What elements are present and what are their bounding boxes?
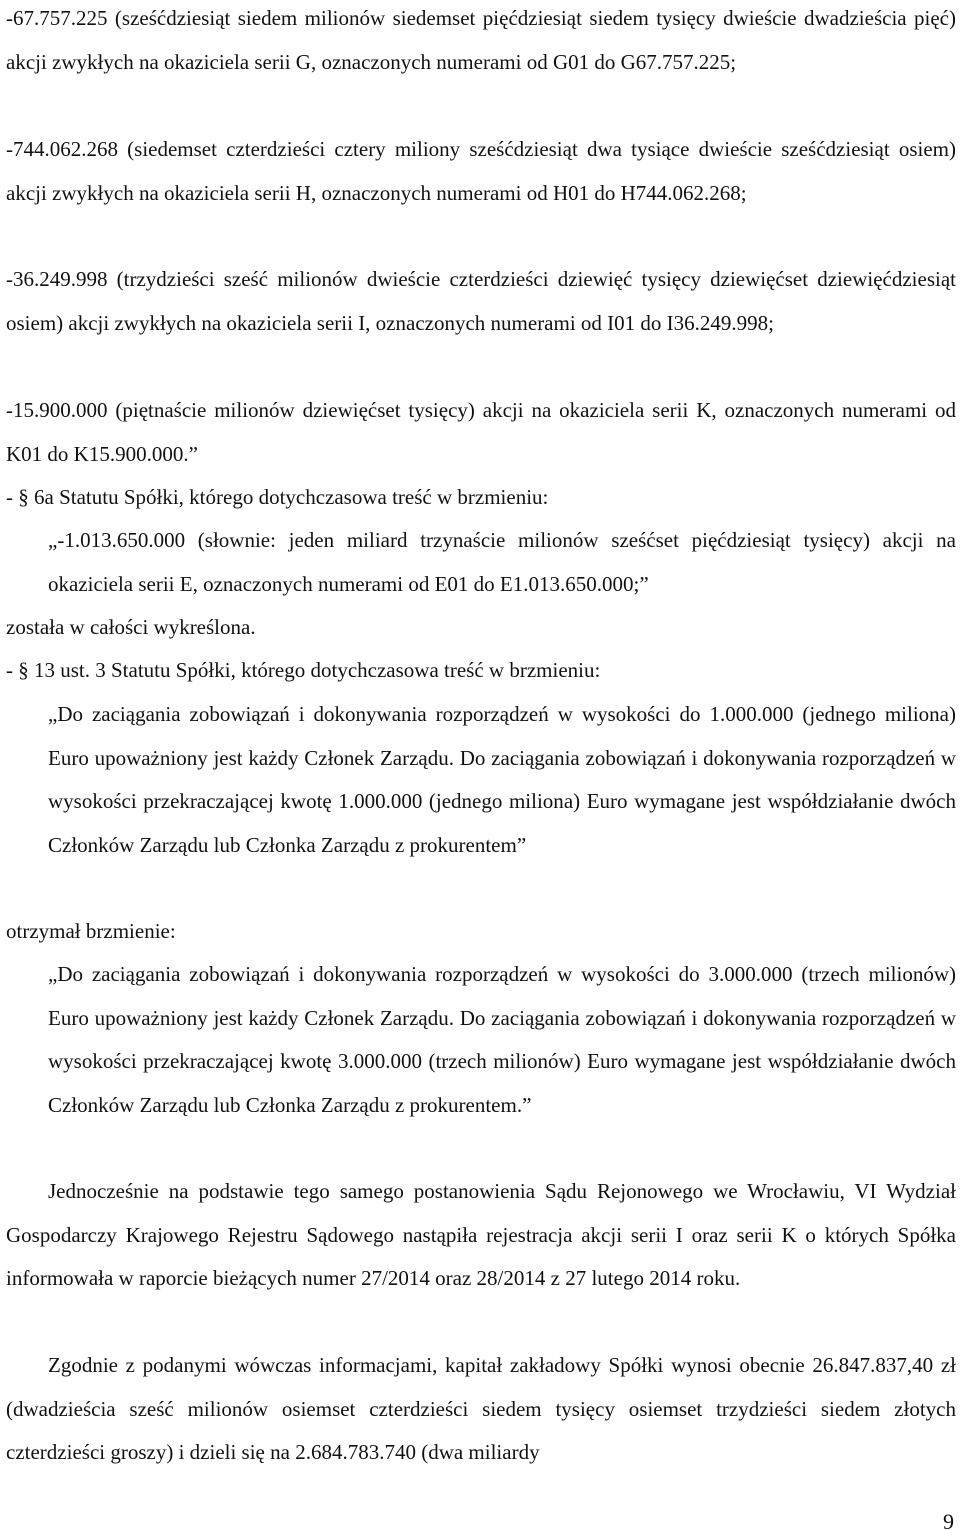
paragraph-series-h: -744.062.268 (siedemset czterdzieści cztery miliony sześćdziesiąt dwa tysiące dwieście sześćdziesiąt osiem) akcji zwykłych na okaziciela serii H, oznaczonych numerami od H01 do H744.062.268; bbox=[6, 137, 956, 205]
paragraph-old-wording-quote: „Do zaciągania zobowiązań i dokonywania rozporządzeń w wysokości do 1.000.000 (jednego miliona) Euro upoważniony jest każdy Członek Zarządu. Do zaciągania zobowiązań i dokonywania rozporządzeń w wysokości przekraczającej kwotę 1.000.000 (jednego miliona) Euro wymagane jest współdziałanie dwóch Członków Zarządu lub Członka Zarządu z prokurentem” bbox=[48, 702, 956, 857]
paragraph-series-e-quote: „-1.013.650.000 (słownie: jeden miliard trzynaście milionów sześćset pięćdziesiąt tysięcy) akcji na okaziciela serii E, oznaczonych numerami od E01 do E1.013.650.000;” bbox=[48, 528, 956, 596]
paragraph-registration-info: Jednocześnie na podstawie tego samego postanowienia Sądu Rejonowego we Wrocławiu, VI Wydział Gospodarczy Krajowego Rejestru Sądowego nastąpiła rejestracja akcji serii I oraz serii K o których Spółka informowała w raporcie bieżących numer 27/2014 oraz 28/2014 z 27 lutego 2014 roku. bbox=[6, 1179, 956, 1290]
paragraph-section-13-intro: - § 13 ust. 3 Statutu Spółki, którego dotychczasowa treść w brzmieniu: bbox=[6, 658, 601, 682]
paragraph-new-wording-intro: otrzymał brzmienie: bbox=[6, 919, 176, 943]
paragraph-section-6a-intro: - § 6a Statutu Spółki, którego dotychczasowa treść w brzmieniu: bbox=[6, 485, 549, 509]
paragraph-series-g: -67.757.225 (sześćdziesiąt siedem milionów siedemset pięćdziesiąt siedem tysięcy dwieście dwadzieścia pięć) akcji zwykłych na okaziciela serii G, oznaczonych numerami od G01 do G67.757.225; bbox=[6, 6, 956, 74]
paragraph-share-capital: Zgodnie z podanymi wówczas informacjami, kapitał zakładowy Spółki wynosi obecnie 26.847.837,40 zł (dwadzieścia sześć milionów osiemset czterdzieści siedem tysięcy osiemset trzydzieści siedem złotych czterdzieści groszy) i dzieli się na 2.684.783.740 (dwa miliardy bbox=[6, 1353, 956, 1464]
paragraph-series-k: -15.900.000 (piętnaście milionów dziewięćset tysięcy) akcji na okaziciela serii K, oznaczonych numerami od K01 do K15.900.000.” bbox=[6, 398, 956, 466]
paragraph-series-i: -36.249.998 (trzydzieści sześć milionów dwieście czterdzieści dziewięć tysięcy dziewięćset dziewięćdziesiąt osiem) akcji zwykłych na okaziciela serii I, oznaczonych numerami od I01 do I36.249.998; bbox=[6, 267, 956, 335]
paragraph-deleted-note: została w całości wykreślona. bbox=[6, 615, 256, 639]
page-number: 9 bbox=[943, 1509, 954, 1534]
paragraph-new-wording-quote: „Do zaciągania zobowiązań i dokonywania rozporządzeń w wysokości do 3.000.000 (trzech milionów) Euro upoważniony jest każdy Członek Zarządu. Do zaciągania zobowiązań i dokonywania rozporządzeń w wysokości przekraczającej kwotę 3.000.000 (trzech milionów) Euro wymagane jest współdziałanie dwóch Członków Zarządu lub Członka Zarządu z prokurentem.” bbox=[48, 962, 956, 1117]
